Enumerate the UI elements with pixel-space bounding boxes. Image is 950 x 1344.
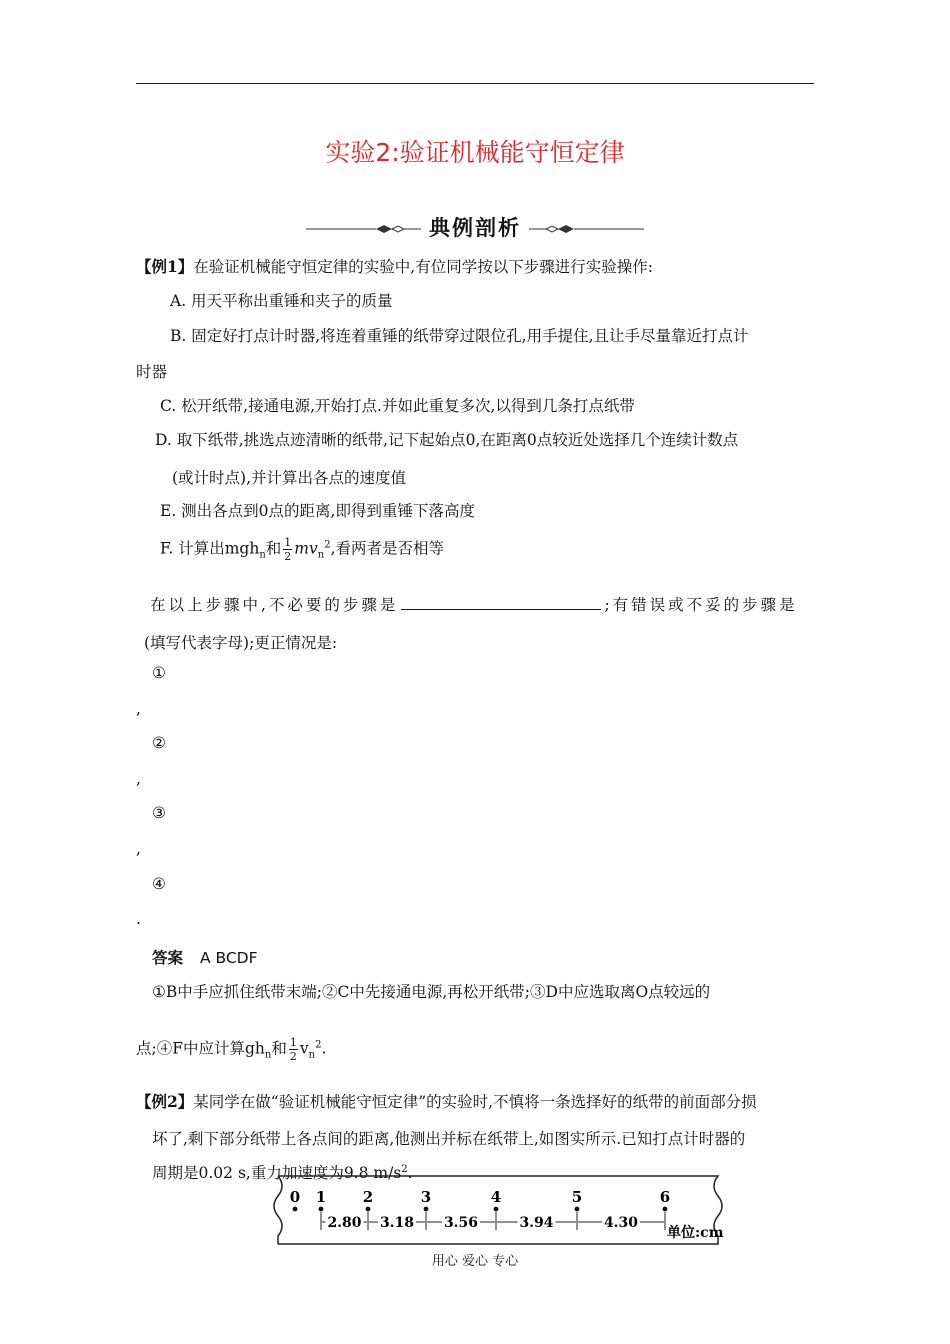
dimension-value: 4.30 (603, 1215, 639, 1231)
comma-2: , (136, 770, 141, 788)
tape-dot (494, 1207, 499, 1212)
question-line1: 在以上步骤中,不必要的步骤是 ;有错误或不妥的步骤是 (150, 596, 798, 614)
tape-dot (319, 1207, 324, 1212)
fraction-half: $\frac{1}{2}$ (289, 1036, 297, 1063)
fraction-half: $\frac{1}{2}$ (284, 536, 292, 563)
item-2: ② (152, 734, 166, 752)
item-4: ④ (152, 875, 166, 893)
tape-point-label: 3 (420, 1188, 432, 1206)
period: . (136, 910, 141, 928)
comma-3: , (136, 840, 141, 858)
answer-heading (152, 946, 258, 968)
comma-1: , (136, 700, 141, 718)
example1-intro: 【例1】在验证机械能守恒定律的实验中,有位同学按以下步骤进行实验操作: (136, 257, 653, 276)
section-heading (0, 212, 950, 242)
tape-point-label: 0 (289, 1188, 301, 1206)
tape-dot (366, 1207, 371, 1212)
step-a: A. 用天平称出重锤和夹子的质量 (170, 292, 393, 310)
dimension-value: 3.18 (379, 1215, 415, 1231)
page-title: 实验2:验证机械能守恒定律 (325, 138, 625, 167)
tape-unit-label: 单位:cm (667, 1225, 724, 1241)
tape-point-label: 6 (659, 1188, 671, 1206)
answer-label: 答案 (152, 948, 184, 967)
example2-line1: 【例2】某同学在做“验证机械能守恒定律”的实验时,不慎将一条选择好的纸带的前面部分损 (136, 1092, 757, 1111)
step-b-line2: 时器 (136, 363, 168, 381)
example2-line2: 坏了,剩下部分纸带上各点间的距离,他测出并标在纸带上,如图实所示.已知打点计时器的 (152, 1130, 746, 1148)
answer-line1: ①B中手应抓住纸带末端;②C中先接通电源,再松开纸带;③D中应选取离O点较远的 (152, 983, 711, 1001)
tape-dimensions (321, 1212, 665, 1231)
page-footer: 用心 爱心 专心 (431, 1254, 519, 1269)
tape-dot (293, 1207, 298, 1212)
tape-dot (575, 1207, 580, 1212)
step-d-line2: (或计时点),并计算出各点的速度值 (172, 469, 407, 487)
top-rule (136, 83, 814, 84)
paper-tape-figure (272, 1172, 732, 1250)
step-b-line1: B. 固定好打点计时器,将连着重锤的纸带穿过限位孔,用手提住,且让手尽量靠近打点计 (170, 327, 749, 345)
dimension-value: 2.80 (327, 1215, 362, 1231)
dimension-value: 3.94 (519, 1215, 554, 1231)
example2-label: 【例2】 (136, 1092, 194, 1111)
tape-point-label: 5 (571, 1188, 583, 1206)
answer-line2: 点;④F中应计算$gh_n$和 $\frac{1}{2}$ $v_n^2$. (136, 1036, 327, 1063)
tape-point-label: 4 (490, 1188, 502, 1206)
tape-dot (424, 1207, 429, 1212)
example2-line3: 周期是0.02 s,重力加速度为9.8 $m/s^2$. (152, 1163, 413, 1182)
ornament-right-icon (529, 222, 644, 236)
item-1: ① (152, 664, 166, 682)
answer-value: A BCDF (199, 949, 258, 967)
step-f: F. 计算出mgh$_n$和 $\frac{1}{2}$ $mv_n^2$,看两者是否相等 (160, 536, 445, 563)
section-heading-text: 典例剖析 (429, 216, 521, 240)
question-line2: (填写代表字母);更正情况是: (144, 634, 338, 652)
tape-point-label: 1 (315, 1188, 327, 1206)
tape-dot (663, 1207, 668, 1212)
ornament-left-icon (306, 222, 421, 236)
item-3: ③ (152, 804, 166, 822)
tape-points (290, 1188, 670, 1211)
answer-blank[interactable] (401, 595, 601, 610)
example1-label: 【例1】 (136, 257, 194, 276)
tape-point-label: 2 (362, 1188, 374, 1206)
step-c: C. 松开纸带,接通电源,开始打点.并如此重复多次,以得到几条打点纸带 (160, 397, 635, 415)
step-d-line1: D. 取下纸带,挑选点迹清晰的纸带,记下起始点0,在距离0点较近处选择几个连续计数点 (155, 431, 739, 449)
dimension-value: 3.56 (443, 1215, 479, 1231)
step-e: E. 测出各点到0点的距离,即得到重锤下落高度 (160, 502, 475, 520)
